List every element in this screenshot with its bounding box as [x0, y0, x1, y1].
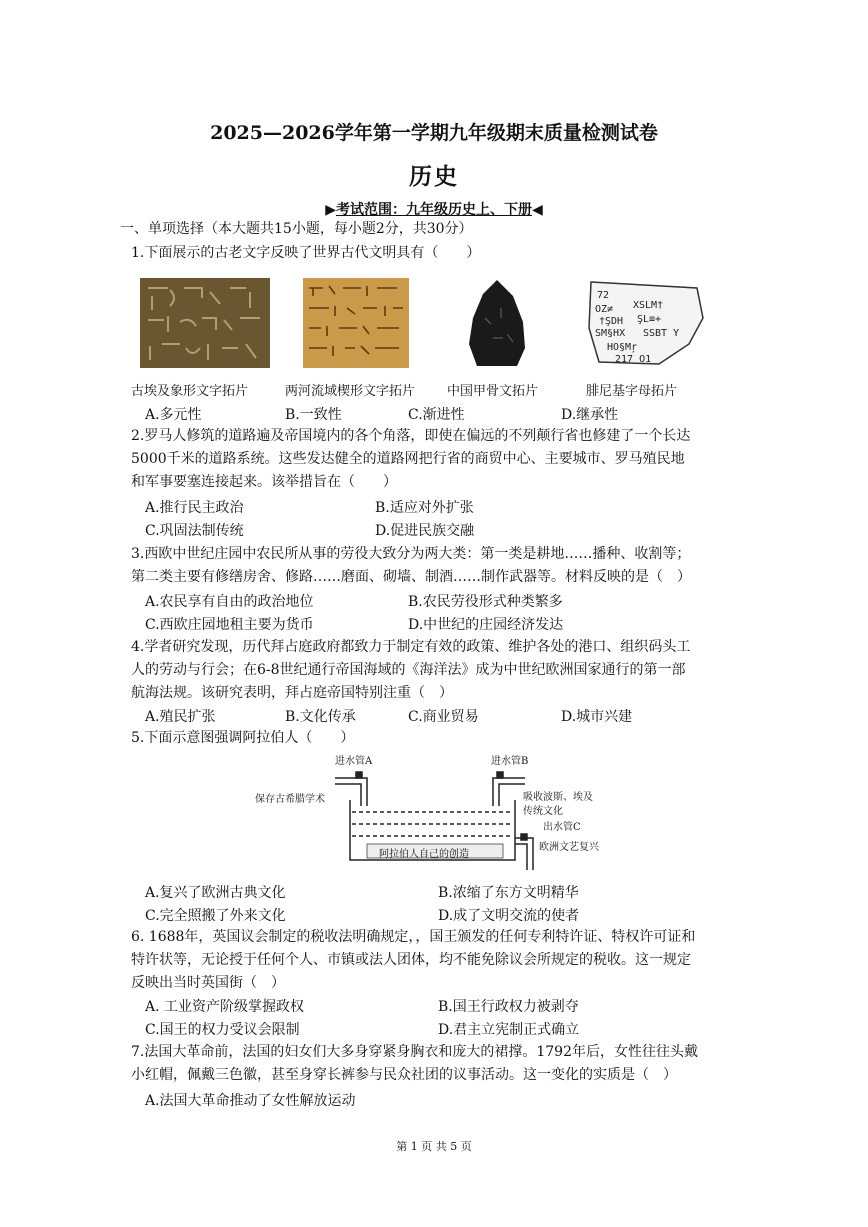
q6-option-d: D.君主立宪制正式确立 — [438, 1022, 580, 1038]
scope-right-marker: ◀ — [532, 202, 543, 218]
phoenician-alphabet-rubbing — [585, 278, 705, 368]
q2-option-a: A.推行民主政治 — [145, 500, 244, 516]
q2-line-2: 5000千米的道路系统。这些发达健全的道路网把行省的商贸中心、主要城市、罗马殖民地 — [131, 451, 685, 467]
subject-title: 历史 — [409, 163, 459, 190]
q2-option-d: D.促进民族交融 — [375, 523, 475, 539]
q1-option-d: D.继承性 — [561, 407, 619, 423]
q5-option-d: D.成了文明交流的使者 — [438, 908, 580, 924]
phoenician-shape — [585, 278, 705, 368]
q7-line-2: 小红帽，佩戴三色徽，甚至身穿长裤参与民众社团的议事活动。这一变化的实质是（ ） — [131, 1067, 677, 1083]
inlet-a-label: 进水管A — [335, 756, 373, 767]
tank-drawing — [255, 750, 645, 880]
q7-option-a: A.法国大革命推动了女性解放运动 — [145, 1093, 356, 1109]
oracle-bone-shape — [465, 278, 529, 368]
q6-option-a: A. 工业资产阶级掌握政权 — [145, 999, 305, 1015]
water-tank-diagram — [255, 750, 645, 880]
q4-line-1: 4.学者研究发现，历代拜占庭政府都致力于制定有效的政策、维护各处的港口、组织码头工 — [131, 639, 691, 655]
q6-option-b: B.国王行政权力被剥夺 — [438, 999, 579, 1015]
caption-mesopotamia: 两河流域楔形文字拓片 — [285, 384, 416, 399]
q1-option-b: B.一致性 — [285, 407, 342, 423]
q6-line-2: 特许状等，无论授于任何个人、市镇或法人团体，均不能免除议会所规定的税收。这一规定 — [131, 952, 691, 968]
q3-option-c: C.西欧庄园地租主要为货币 — [145, 617, 314, 633]
scope-left-marker: ▶ — [325, 202, 336, 218]
q3-option-b: B.农民劳役形式种类繁多 — [408, 594, 563, 610]
q4-option-d: D.城市兴建 — [561, 709, 633, 725]
svg-text:SSBT Y: SSBT Y — [643, 328, 680, 339]
q5-stem: 5.下面示意图强调阿拉伯人（ ） — [131, 730, 355, 746]
exam-scope — [0, 199, 868, 219]
caption-egypt: 古埃及象形文字拓片 — [131, 384, 249, 399]
q4-option-b: B.文化传承 — [285, 709, 356, 725]
outlet-c-label: 出水管C — [543, 822, 581, 833]
q3-line-2: 第二类主要有修缮房舍、修路……磨面、砌墙、制酒……制作武器等。材料反映的是（ ） — [131, 569, 691, 585]
q1-option-c: C.渐进性 — [408, 407, 465, 423]
section-heading: 一、单项选择（本大题共15小题，每小题2分，共30分） — [120, 221, 473, 237]
q3-option-d: D.中世纪的庄园经济发达 — [408, 617, 564, 633]
page-number: 第 1 页 共 5 页 — [396, 1140, 472, 1153]
tank-label: 阿拉伯人自己的创造 — [379, 849, 469, 860]
hieroglyph-texture — [140, 278, 270, 368]
svg-text:72: 72 — [597, 290, 610, 301]
q3-line-1: 3.西欧中世纪庄园中农民所从事的劳役大致分为两大类：第一类是耕地……播种、收割等； — [131, 546, 691, 562]
right-input-label-1: 吸收波斯、埃及 — [523, 792, 593, 803]
cuneiform-texture — [303, 278, 409, 368]
q1-option-a: A.多元性 — [145, 407, 202, 423]
egyptian-hieroglyph-rubbing — [140, 278, 270, 368]
svg-text:ŞL≡+: ŞL≡+ — [637, 314, 662, 325]
right-input-label-2: 传统文化 — [523, 806, 563, 817]
q5-option-a: A.复兴了欧洲古典文化 — [145, 885, 286, 901]
scope-text: 考试范围：九年级历史上、下册 — [336, 202, 532, 218]
q4-line-3: 航海法规。该研究表明，拜占庭帝国特别注重（ ） — [131, 685, 453, 701]
q5-option-b: B.浓缩了东方文明精华 — [438, 885, 579, 901]
svg-text:XSLM†: XSLM† — [633, 300, 664, 311]
q6-option-c: C.国王的权力受议会限制 — [145, 1022, 300, 1038]
svg-text:OZ≠: OZ≠ — [595, 304, 614, 315]
q4-option-c: C.商业贸易 — [408, 709, 479, 725]
outlet-output-label: 欧洲文艺复兴 — [539, 842, 599, 853]
q1-stem: 1.下面展示的古老文字反映了世界古代文明具有（ ） — [131, 245, 481, 261]
cuneiform-rubbing — [303, 278, 409, 368]
inlet-b-label: 进水管B — [491, 756, 529, 767]
q2-line-3: 和军事要塞连接起来。该举措旨在（ ） — [131, 474, 397, 490]
q4-line-2: 人的劳动与行会；在6-8世纪通行帝国海域的《海洋法》成为中世纪欧洲国家通行的第一部 — [131, 662, 686, 678]
svg-text:SM§HX: SM§HX — [595, 328, 626, 339]
q3-option-a: A.农民享有自由的政治地位 — [145, 594, 314, 610]
exam-title: 2025—2026学年第一学期九年级期末质量检测试卷 — [210, 122, 658, 144]
q7-line-1: 7.法国大革命前，法国的妇女们大多身穿紧身胸衣和庞大的裙撑。1792年后，女性往往头戴 — [131, 1044, 698, 1060]
left-input-label: 保存古希腊学术 — [255, 794, 325, 805]
q5-option-c: C.完全照搬了外来文化 — [145, 908, 286, 924]
q6-line-3: 反映出当时英国街（ ） — [131, 975, 285, 991]
q2-option-c: C.巩固法制传统 — [145, 523, 244, 539]
oracle-bone-rubbing — [465, 278, 529, 368]
q2-line-1: 2.罗马人修筑的道路遍及帝国境内的各个角落，即使在偏远的不列颠行省也修建了一个长达 — [131, 428, 691, 444]
svg-text:HO§Mŗ: HO§Mŗ — [607, 342, 638, 353]
q4-option-a: A.殖民扩张 — [145, 709, 216, 725]
q2-option-b: B.适应对外扩张 — [375, 500, 474, 516]
svg-text:217 O1: 217 O1 — [615, 354, 652, 365]
caption-china: 中国甲骨文拓片 — [447, 384, 539, 399]
q6-line-1: 6. 1688年，英国议会制定的税收法明确规定，，国王颁发的任何专利特许证、特权许可证和 — [131, 929, 696, 945]
svg-text:†ŞDH: †ŞDH — [599, 316, 624, 327]
caption-phoenicia: 腓尼基字母拓片 — [586, 384, 678, 399]
